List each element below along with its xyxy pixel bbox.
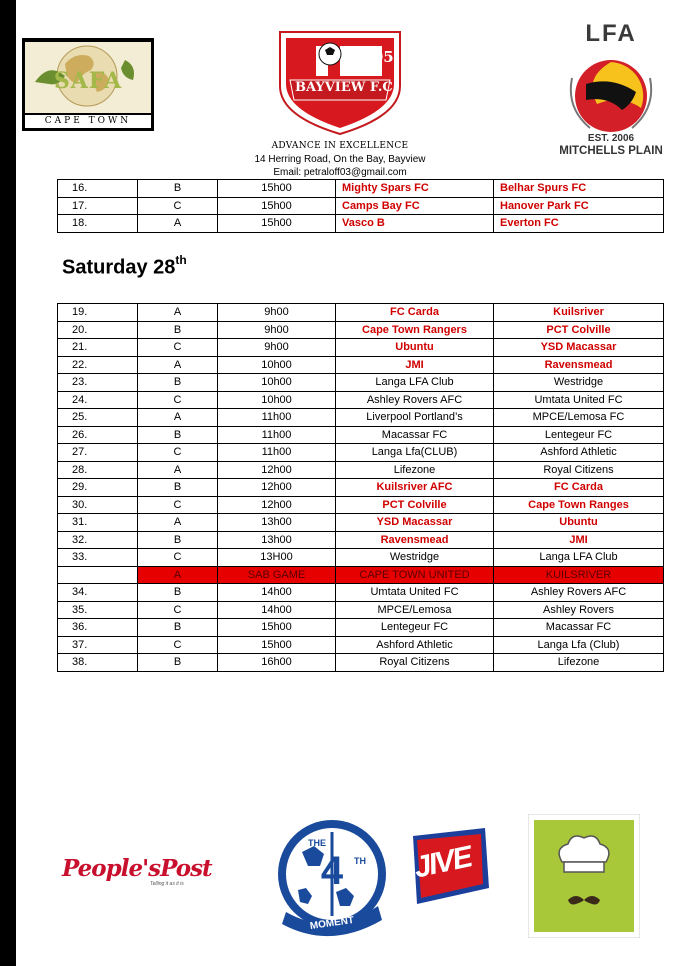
fixture-time: 14h00 (218, 584, 336, 602)
fixture-number: 19. (58, 304, 138, 322)
fixture-home-team: Umtata United FC (336, 584, 494, 602)
fixture-league: B (138, 321, 218, 339)
fixture-home-team: Lifezone (336, 461, 494, 479)
fixture-away-team: Ashley Rovers AFC (494, 584, 664, 602)
fixture-row (58, 601, 664, 619)
fixture-home-team: Cape Town Rangers (336, 321, 494, 339)
fixture-number: 32. (58, 531, 138, 549)
fixture-row (58, 619, 664, 637)
fixture-row (58, 321, 664, 339)
fixture-row (58, 304, 664, 322)
fixture-time: 11h00 (218, 409, 336, 427)
fixture-number: 22. (58, 356, 138, 374)
club-motto: ADVANCE IN EXCELLENCE (271, 141, 409, 151)
fourth-number: 4 (320, 849, 344, 893)
fixture-home-team: Kuilsriver AFC (336, 479, 494, 497)
fixture-number: 17. (58, 197, 138, 215)
fixture-number: 35. (58, 601, 138, 619)
fixture-league: B (138, 374, 218, 392)
svg-text:TH: TH (354, 856, 366, 866)
fixture-number: 27. (58, 444, 138, 462)
fixture-league: A (138, 356, 218, 374)
jive-word: JIVE (411, 840, 474, 885)
fixture-number: 33. (58, 549, 138, 567)
fixture-time: 13h00 (218, 531, 336, 549)
fixture-home-team: Vasco B (336, 215, 494, 233)
fixture-time: 11h00 (218, 426, 336, 444)
fixture-league: A (138, 514, 218, 532)
fixture-row (58, 356, 664, 374)
fixture-number: 18. (58, 215, 138, 233)
fixture-league: B (138, 180, 218, 198)
fixture-time: 9h00 (218, 304, 336, 322)
fixtures-table-saturday (57, 303, 664, 672)
fixture-league: A (138, 461, 218, 479)
fixture-number: 36. (58, 619, 138, 637)
fixture-number: 23. (58, 374, 138, 392)
fixture-away-team: Hanover Park FC (494, 197, 664, 215)
club-email: Email: petraloff03@gmail.com (273, 167, 407, 178)
fixture-time: 9h00 (218, 321, 336, 339)
peoples-post-logo: People'sPost (62, 855, 212, 882)
fixture-time: 15h00 (218, 215, 336, 233)
fixture-league: B (138, 619, 218, 637)
fixture-league: A (138, 304, 218, 322)
fixture-row (58, 566, 664, 584)
fixture-home-team: YSD Macassar (336, 514, 494, 532)
fixture-home-team: FC Carda (336, 304, 494, 322)
fixture-away-team: JMI (494, 531, 664, 549)
scan-edge (0, 0, 16, 966)
fixture-away-team: Ravensmead (494, 356, 664, 374)
fixture-home-team: JMI (336, 356, 494, 374)
fixture-time: 12h00 (218, 496, 336, 514)
fixture-league: B (138, 531, 218, 549)
fixture-time: 12h00 (218, 461, 336, 479)
fixture-time: 15h00 (218, 636, 336, 654)
fixture-league: C (138, 339, 218, 357)
fixture-row (58, 339, 664, 357)
fixture-time: 15h00 (218, 197, 336, 215)
fixture-row (58, 636, 664, 654)
fixture-away-team: Ashford Athletic (494, 444, 664, 462)
fixture-row (58, 197, 664, 215)
club-contact (240, 140, 440, 179)
fixture-row (58, 654, 664, 672)
fixture-home-team: Ashford Athletic (336, 636, 494, 654)
lfa-title: LFA (585, 20, 637, 47)
fixture-row (58, 479, 664, 497)
fixture-row (58, 374, 664, 392)
fixture-away-team: Umtata United FC (494, 391, 664, 409)
fixture-number: 29. (58, 479, 138, 497)
fixture-number: 16. (58, 180, 138, 198)
fixture-league: B (138, 426, 218, 444)
fixture-league: A (138, 215, 218, 233)
fixture-league: C (138, 391, 218, 409)
fixture-league: B (138, 584, 218, 602)
fixture-home-team: CAPE TOWN UNITED (336, 566, 494, 584)
fixture-time: 10h00 (218, 356, 336, 374)
fixture-row (58, 496, 664, 514)
fixture-number: 30. (58, 496, 138, 514)
chef-mustache-logo (528, 814, 640, 938)
fixture-time: SAB GAME (218, 566, 336, 584)
fixture-league: C (138, 496, 218, 514)
fixture-away-team: Royal Citizens (494, 461, 664, 479)
fixture-home-team: Langa LFA Club (336, 374, 494, 392)
fixture-home-team: Westridge (336, 549, 494, 567)
fixture-away-team: PCT Colville (494, 321, 664, 339)
fixture-home-team: PCT Colville (336, 496, 494, 514)
fixture-row (58, 549, 664, 567)
fixture-league: C (138, 444, 218, 462)
fixture-number: 38. (58, 654, 138, 672)
fixture-number: 28. (58, 461, 138, 479)
fixture-time: 15h00 (218, 619, 336, 637)
fixture-home-team: Ashley Rovers AFC (336, 391, 494, 409)
fixture-home-team: Royal Citizens (336, 654, 494, 672)
fixture-time: 13H00 (218, 549, 336, 567)
fixture-away-team: Langa Lfa (Club) (494, 636, 664, 654)
fixture-league: C (138, 636, 218, 654)
fixture-number: 24. (58, 391, 138, 409)
fixture-home-team: Lentegeur FC (336, 619, 494, 637)
fixture-away-team: KUILSRIVER (494, 566, 664, 584)
fixture-time: 10h00 (218, 374, 336, 392)
fixture-away-team: YSD Macassar (494, 339, 664, 357)
safa-cape-town-logo (22, 38, 154, 131)
fixture-number: 31. (58, 514, 138, 532)
fixture-time: 13h00 (218, 514, 336, 532)
lfa-established: EST. 2006 (587, 133, 635, 144)
club-name: BAYVIEW F.C. (294, 80, 397, 95)
fixture-number: 21. (58, 339, 138, 357)
svg-text:THE: THE (308, 838, 326, 848)
fixture-home-team: Ubuntu (336, 339, 494, 357)
fixture-time: 10h00 (218, 391, 336, 409)
fixture-time: 9h00 (218, 339, 336, 357)
day-heading: Saturday 28th (62, 253, 187, 279)
fixture-home-team: Langa Lfa(CLUB) (336, 444, 494, 462)
fixture-row (58, 180, 664, 198)
fixture-row (58, 426, 664, 444)
fixture-number: 26. (58, 426, 138, 444)
fixture-away-team: Macassar FC (494, 619, 664, 637)
fixture-number: 37. (58, 636, 138, 654)
fixture-away-team: Cape Town Ranges (494, 496, 664, 514)
fixture-row (58, 531, 664, 549)
fixture-time: 14h00 (218, 601, 336, 619)
fixture-away-team: Everton FC (494, 215, 664, 233)
fixture-home-team: Camps Bay FC (336, 197, 494, 215)
peoples-post-tagline: Telling it as it is (150, 881, 184, 887)
fixture-number: 34. (58, 584, 138, 602)
fixture-row (58, 514, 664, 532)
fixture-home-team: Liverpool Portland’s (336, 409, 494, 427)
fixture-away-team: FC Carda (494, 479, 664, 497)
fixture-number: 25. (58, 409, 138, 427)
fixture-league: C (138, 197, 218, 215)
fixture-time: 12h00 (218, 479, 336, 497)
safa-region: CAPE TOWN (25, 113, 151, 128)
fixture-away-team: MPCE/Lemosa FC (494, 409, 664, 427)
fixture-league: A (138, 409, 218, 427)
fixture-away-team: Langa LFA Club (494, 549, 664, 567)
fixture-number: 20. (58, 321, 138, 339)
fixture-time: 11h00 (218, 444, 336, 462)
fixture-away-team: Belhar Spurs FC (494, 180, 664, 198)
fixture-time: 15h00 (218, 180, 336, 198)
fixture-away-team: Kuilsriver (494, 304, 664, 322)
fixture-row (58, 444, 664, 462)
fixtures-table-friday (57, 179, 664, 233)
fixture-row (58, 409, 664, 427)
fixture-home-team: Mighty Spars FC (336, 180, 494, 198)
fixture-row (58, 215, 664, 233)
fixture-league: C (138, 549, 218, 567)
fixture-time: 16h00 (218, 654, 336, 672)
fixture-away-team: Lentegeur FC (494, 426, 664, 444)
fourth-moment-word: MOMENT (309, 914, 355, 933)
fixture-league: B (138, 654, 218, 672)
fixture-league: A (138, 566, 218, 584)
fixture-row (58, 461, 664, 479)
club-year: 2005 (352, 48, 394, 66)
fixture-league: C (138, 601, 218, 619)
fixture-away-team: Ashley Rovers (494, 601, 664, 619)
fixture-league: B (138, 479, 218, 497)
safa-word: SAFA (53, 68, 123, 94)
fixture-away-team: Ubuntu (494, 514, 664, 532)
fixture-home-team: MPCE/Lemosa (336, 601, 494, 619)
fixture-row (58, 391, 664, 409)
fixture-home-team: Ravensmead (336, 531, 494, 549)
club-address: 14 Herring Road, On the Bay, Bayview (254, 154, 426, 165)
fixture-away-team: Westridge (494, 374, 664, 392)
fixture-row (58, 584, 664, 602)
fixture-home-team: Macassar FC (336, 426, 494, 444)
fixture-away-team: Lifezone (494, 654, 664, 672)
fixture-number (58, 566, 138, 584)
lfa-region: MITCHELLS PLAIN (559, 145, 663, 157)
